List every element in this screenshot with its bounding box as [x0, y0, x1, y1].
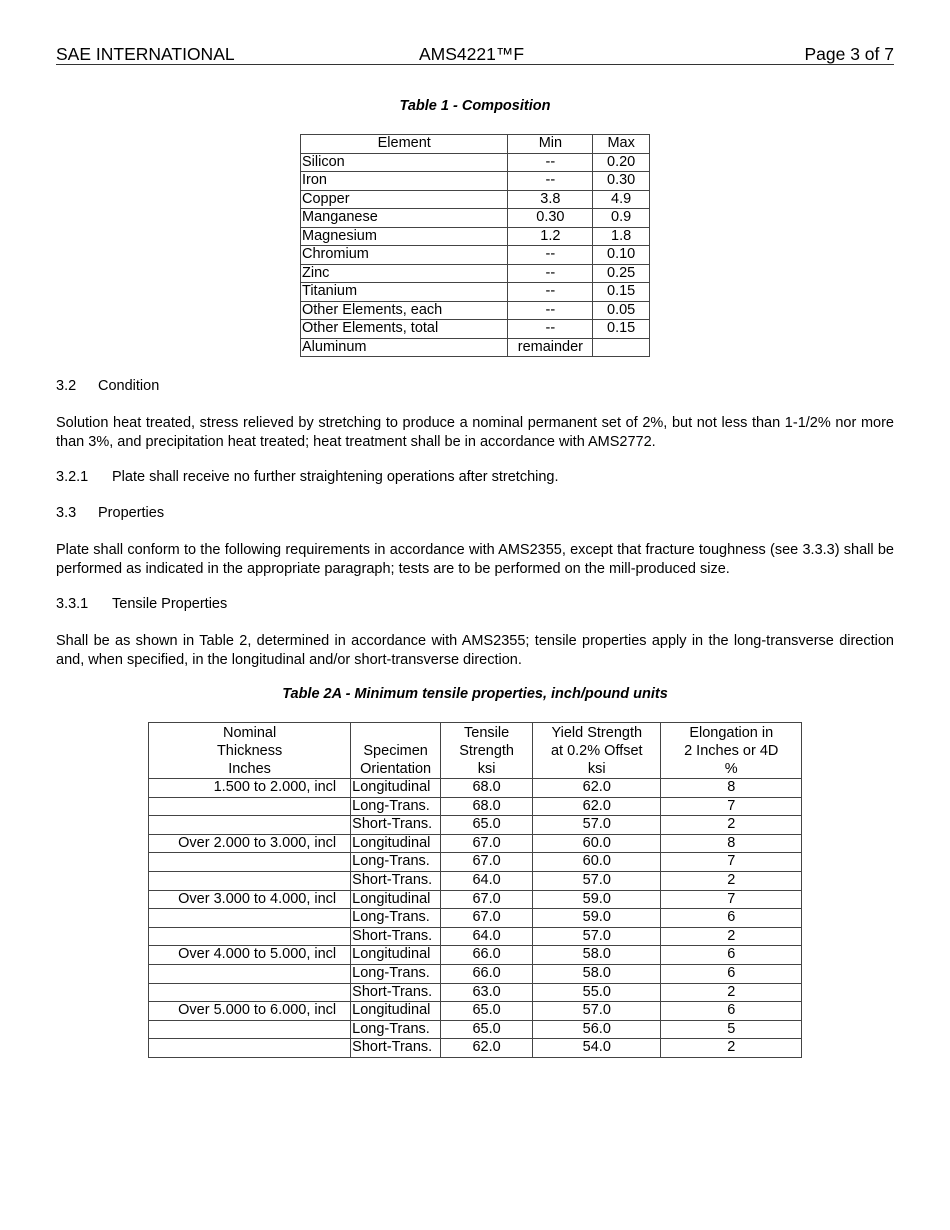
- element-cell: Copper: [301, 190, 508, 209]
- section-3-3-1-heading: [56, 595, 227, 613]
- section-3-3-paragraph: Plate shall conform to the following requirements in accordance with AMS2355, except that fracture toughness (see 3.3.3) shall be performed as indicated in the appropriate paragraph; tests are to be performed on the mill-produced size.: [56, 542, 894, 577]
- tensile-cell: 64.0: [441, 871, 533, 890]
- elongation-cell: 8: [661, 834, 802, 853]
- yield-cell: 60.0: [533, 853, 661, 872]
- tensile-cell: 65.0: [441, 1002, 533, 1021]
- table-row: [149, 871, 802, 890]
- section-title: Properties: [98, 505, 165, 521]
- elongation-cell: 5: [661, 1020, 802, 1039]
- min-cell: --: [508, 153, 593, 172]
- elongation-cell: 2: [661, 871, 802, 890]
- tensile-cell: 65.0: [441, 816, 533, 835]
- orientation-cell: Longitudinal: [351, 890, 441, 909]
- section-number: 3.3: [56, 505, 77, 521]
- section-number: 3.2.1: [56, 469, 89, 485]
- element-cell: Manganese: [301, 209, 508, 228]
- max-cell: 0.30: [593, 172, 650, 191]
- tensile-cell: 67.0: [441, 853, 533, 872]
- elongation-cell: 7: [661, 853, 802, 872]
- column-header-yield: Yield Strength at 0.2% Offset ksi: [533, 723, 661, 779]
- tensile-cell: 66.0: [441, 964, 533, 983]
- table-row: [301, 190, 650, 209]
- table-header-row: [149, 723, 802, 779]
- element-cell: Iron: [301, 172, 508, 191]
- thickness-cell: [149, 909, 351, 928]
- orientation-cell: Long-Trans.: [351, 1020, 441, 1039]
- table-row: [149, 797, 802, 816]
- thickness-cell: 1.500 to 2.000, incl: [149, 779, 351, 798]
- thickness-cell: [149, 797, 351, 816]
- section-number: 3.2: [56, 378, 77, 394]
- thickness-cell: [149, 871, 351, 890]
- orientation-cell: Longitudinal: [351, 779, 441, 798]
- table-row: [301, 209, 650, 228]
- table-row: [301, 283, 650, 302]
- thickness-cell: [149, 983, 351, 1002]
- table-header-row: [301, 135, 650, 154]
- elongation-cell: 6: [661, 964, 802, 983]
- yield-cell: 56.0: [533, 1020, 661, 1039]
- orientation-cell: Long-Trans.: [351, 853, 441, 872]
- max-cell: 4.9: [593, 190, 650, 209]
- orientation-cell: Longitudinal: [351, 1002, 441, 1021]
- table-row: [301, 227, 650, 246]
- element-cell: Zinc: [301, 264, 508, 283]
- tensile-properties-table: [148, 722, 802, 1058]
- yield-cell: 57.0: [533, 927, 661, 946]
- min-cell: --: [508, 246, 593, 265]
- orientation-cell: Short-Trans.: [351, 927, 441, 946]
- element-cell: Silicon: [301, 153, 508, 172]
- column-header-thickness: Nominal Thickness Inches: [149, 723, 351, 779]
- orientation-cell: Short-Trans.: [351, 1039, 441, 1058]
- tensile-cell: 65.0: [441, 1020, 533, 1039]
- section-3-3-1-paragraph: Shall be as shown in Table 2, determined in accordance with AMS2355; tensile properties apply in the long-transverse direction and, when specified, in the longitudinal and/or short-transverse direction.: [56, 633, 894, 668]
- section-3-2-heading: [56, 377, 159, 395]
- max-cell: 0.9: [593, 209, 650, 228]
- table-row: [149, 853, 802, 872]
- table-row: [149, 1002, 802, 1021]
- table-row: [301, 172, 650, 191]
- min-cell: 1.2: [508, 227, 593, 246]
- min-cell: --: [508, 301, 593, 320]
- orientation-cell: Longitudinal: [351, 834, 441, 853]
- yield-cell: 57.0: [533, 816, 661, 835]
- element-cell: Chromium: [301, 246, 508, 265]
- table-row: [149, 779, 802, 798]
- thickness-cell: [149, 927, 351, 946]
- elongation-cell: 6: [661, 946, 802, 965]
- tensile-cell: 67.0: [441, 890, 533, 909]
- elongation-cell: 7: [661, 797, 802, 816]
- tensile-cell: 62.0: [441, 1039, 533, 1058]
- orientation-cell: Short-Trans.: [351, 816, 441, 835]
- thickness-cell: Over 3.000 to 4.000, incl: [149, 890, 351, 909]
- yield-cell: 58.0: [533, 946, 661, 965]
- section-number: 3.3.1: [56, 596, 89, 612]
- tensile-cell: 67.0: [441, 909, 533, 928]
- table-row: [149, 927, 802, 946]
- table1-caption: Table 1 - Composition: [399, 98, 551, 114]
- yield-cell: 59.0: [533, 890, 661, 909]
- orientation-cell: Long-Trans.: [351, 964, 441, 983]
- tensile-cell: 68.0: [441, 797, 533, 816]
- elongation-cell: 6: [661, 909, 802, 928]
- max-cell: [593, 338, 650, 357]
- thickness-cell: [149, 853, 351, 872]
- element-cell: Other Elements, total: [301, 320, 508, 339]
- table-row: [149, 1039, 802, 1058]
- element-cell: Aluminum: [301, 338, 508, 357]
- thickness-cell: [149, 816, 351, 835]
- table-row: [149, 834, 802, 853]
- section-3-2-1: [56, 468, 559, 486]
- table-row: [149, 890, 802, 909]
- yield-cell: 58.0: [533, 964, 661, 983]
- table-row: [301, 153, 650, 172]
- table-row: [149, 1020, 802, 1039]
- yield-cell: 57.0: [533, 871, 661, 890]
- page-number: Page 3 of 7: [804, 44, 894, 64]
- tensile-cell: 63.0: [441, 983, 533, 1002]
- yield-cell: 60.0: [533, 834, 661, 853]
- thickness-cell: [149, 964, 351, 983]
- yield-cell: 55.0: [533, 983, 661, 1002]
- column-header-max: Max: [593, 135, 650, 154]
- yield-cell: 62.0: [533, 779, 661, 798]
- orientation-cell: Long-Trans.: [351, 797, 441, 816]
- element-cell: Titanium: [301, 283, 508, 302]
- table-row: [301, 320, 650, 339]
- thickness-cell: Over 2.000 to 3.000, incl: [149, 834, 351, 853]
- max-cell: 0.15: [593, 320, 650, 339]
- min-cell: --: [508, 283, 593, 302]
- composition-table: [300, 134, 650, 357]
- max-cell: 0.05: [593, 301, 650, 320]
- table-row: [149, 816, 802, 835]
- page-header: [56, 44, 894, 65]
- orientation-cell: Longitudinal: [351, 946, 441, 965]
- column-header-elongation: Elongation in 2 Inches or 4D %: [661, 723, 802, 779]
- column-header-min: Min: [508, 135, 593, 154]
- elongation-cell: 6: [661, 1002, 802, 1021]
- tensile-cell: 67.0: [441, 834, 533, 853]
- table2a-caption: Table 2A - Minimum tensile properties, inch/pound units: [282, 686, 668, 702]
- max-cell: 0.20: [593, 153, 650, 172]
- section-3-3-heading: [56, 504, 164, 522]
- orientation-cell: Long-Trans.: [351, 909, 441, 928]
- publisher-name: SAE INTERNATIONAL: [56, 44, 235, 64]
- max-cell: 0.10: [593, 246, 650, 265]
- column-header-element: Element: [301, 135, 508, 154]
- min-cell: 3.8: [508, 190, 593, 209]
- elongation-cell: 7: [661, 890, 802, 909]
- min-cell: 0.30: [508, 209, 593, 228]
- thickness-cell: Over 5.000 to 6.000, incl: [149, 1002, 351, 1021]
- section-title: Condition: [98, 378, 160, 394]
- yield-cell: 57.0: [533, 1002, 661, 1021]
- section-text: Plate shall receive no further straightening operations after stretching.: [112, 469, 559, 485]
- thickness-cell: [149, 1020, 351, 1039]
- column-header-orientation: Specimen Orientation: [351, 723, 441, 779]
- min-cell: --: [508, 320, 593, 339]
- orientation-cell: Short-Trans.: [351, 871, 441, 890]
- yield-cell: 54.0: [533, 1039, 661, 1058]
- max-cell: 0.15: [593, 283, 650, 302]
- max-cell: 1.8: [593, 227, 650, 246]
- min-cell: --: [508, 264, 593, 283]
- tensile-cell: 68.0: [441, 779, 533, 798]
- table-row: [301, 246, 650, 265]
- table-row: [301, 301, 650, 320]
- element-cell: Magnesium: [301, 227, 508, 246]
- tensile-cell: 66.0: [441, 946, 533, 965]
- table-row: [149, 946, 802, 965]
- yield-cell: 59.0: [533, 909, 661, 928]
- elongation-cell: 8: [661, 779, 802, 798]
- orientation-cell: Short-Trans.: [351, 983, 441, 1002]
- elongation-cell: 2: [661, 983, 802, 1002]
- elongation-cell: 2: [661, 1039, 802, 1058]
- min-cell: --: [508, 172, 593, 191]
- table-row: [301, 338, 650, 357]
- tensile-cell: 64.0: [441, 927, 533, 946]
- section-3-2-paragraph: Solution heat treated, stress relieved by stretching to produce a nominal permanent set of 2%, but not less than 1-1/2% nor more than 3%, and precipitation heat treated; heat treatment shall be in accordance with AMS2772.: [56, 415, 894, 450]
- element-cell: Other Elements, each: [301, 301, 508, 320]
- max-cell: 0.25: [593, 264, 650, 283]
- table-row: [149, 909, 802, 928]
- elongation-cell: 2: [661, 927, 802, 946]
- elongation-cell: 2: [661, 816, 802, 835]
- column-header-tensile: Tensile Strength ksi: [441, 723, 533, 779]
- yield-cell: 62.0: [533, 797, 661, 816]
- thickness-cell: [149, 1039, 351, 1058]
- thickness-cell: Over 4.000 to 5.000, incl: [149, 946, 351, 965]
- min-cell: remainder: [508, 338, 593, 357]
- table-row: [149, 964, 802, 983]
- table-row: [149, 983, 802, 1002]
- section-title: Tensile Properties: [112, 596, 228, 612]
- document-number: AMS4221™F: [419, 44, 525, 64]
- table-row: [301, 264, 650, 283]
